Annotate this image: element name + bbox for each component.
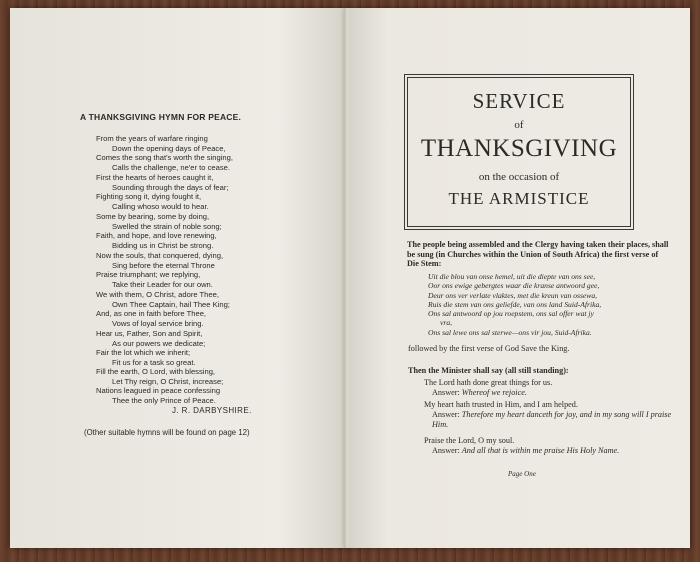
hymn-line: Sounding through the days of fear; xyxy=(112,182,229,192)
verse-line: vra, xyxy=(440,318,453,328)
hymn-line: Calls the challenge, ne'er to cease. xyxy=(112,163,230,173)
hymn-line: Own Thee Captain, hail Thee King; xyxy=(112,299,230,309)
die-stem-verse xyxy=(428,272,674,337)
hymn-line: Fill the earth, O Lord, with blessing, xyxy=(96,367,216,376)
response-2 xyxy=(432,410,672,430)
title-thanksgiving: THANKSGIVING xyxy=(420,135,618,162)
hymn-stanza-6 xyxy=(96,329,205,368)
title-of: of xyxy=(514,119,524,131)
hymn-line: Bidding us in Christ be strong. xyxy=(112,241,214,251)
title-frame xyxy=(404,74,634,230)
hymn-line: From the years of warfare ringing xyxy=(96,134,208,143)
response-3 xyxy=(432,446,672,456)
hymn-line: Fighting song it, dying fought it, xyxy=(96,192,202,202)
hymn-stanza-3 xyxy=(96,212,222,251)
hymn-stanza-1 xyxy=(96,134,233,173)
hymn-stanza-4 xyxy=(96,251,223,290)
answer-label: Answer: xyxy=(432,410,460,419)
hymn-stanza-7 xyxy=(96,367,223,406)
hymn-line: Sing before the eternal Throne xyxy=(112,260,215,270)
hymn-line: Fair the lot which we inherit; xyxy=(96,348,191,358)
hymn-line: Now the souls, that conquered, dying, xyxy=(96,251,224,260)
hymn-line: And, as one in faith before Thee, xyxy=(96,309,207,319)
hymn-line: First the hearts of heroes caught it, xyxy=(96,173,214,182)
versicle-1: The Lord hath done great things for us. xyxy=(424,378,553,387)
verse-line: Deur ons ver verlate vlaktes, met die kreun van ossewa, xyxy=(428,290,598,300)
hymn-line: Calling whoso would to hear. xyxy=(112,202,209,212)
hymn-line: Swelled the strain of noble song; xyxy=(112,221,222,231)
hymn-line: Comes the song that's worth the singing, xyxy=(96,153,233,163)
hymn-line: Hear us, Father, Son and Spirit, xyxy=(96,329,203,338)
hymns-note: (Other suitable hymns will be found on page 12) xyxy=(84,428,250,437)
answer-text: Therefore my heart danceth for joy, and in my song will I praise Him. xyxy=(432,410,672,429)
verse-line: Oor ons ewige gebergtes waar die kranse antwoord gee, xyxy=(428,281,600,291)
page-number: Page One xyxy=(508,470,536,478)
hymn-author: J. R. DARBYSHIRE. xyxy=(172,406,252,415)
hymn-line: Nations leagued in peace confessing xyxy=(96,386,221,396)
verse-line: Ons sal antwoord op jou roepstem, ons sal offer wat jy xyxy=(428,309,594,319)
hymn-line: Fit us for a task so great. xyxy=(112,358,196,368)
response-1 xyxy=(432,388,527,397)
title-service: SERVICE xyxy=(472,89,566,113)
answer-text: And all that is within me praise His Holy Name. xyxy=(461,446,620,455)
hymn-line: Some by bearing, some by doing, xyxy=(96,212,210,221)
hymn-line: Down the opening days of Peace, xyxy=(112,143,226,153)
hymn-line: Take their Leader for our own. xyxy=(112,280,213,290)
verse-line: Uit die blou van onse hemel, uit die diepte van ons see, xyxy=(428,272,596,281)
hymn-stanza-2 xyxy=(96,173,229,212)
minister-instruction: Then the Minister shall say (all still standing): xyxy=(408,366,569,375)
answer-text: Whereof we rejoice. xyxy=(461,388,527,397)
hymn-line: As our powers we dedicate; xyxy=(112,338,206,348)
verse-line: Ons sal lewe ons sal sterwe—ons vir jou, Suid-Afrika. xyxy=(428,327,592,337)
versicle-3: Praise the Lord, O my soul. xyxy=(424,436,515,445)
follow-instruction: followed by the first verse of God Save the King. xyxy=(408,344,570,353)
hymn-line: Thee the only Prince of Peace. xyxy=(112,396,216,406)
hymn-line: Faith, and hope, and love renewing, xyxy=(96,231,217,241)
hymn-stanza-5 xyxy=(96,290,230,329)
versicle-2: My heart hath trusted in Him, and I am helped. xyxy=(424,400,578,409)
hymn-line: We with them, O Christ, adore Thee, xyxy=(96,290,219,299)
title-occasion: on the occasion of xyxy=(478,171,560,183)
title-armistice: THE ARMISTICE xyxy=(448,189,590,208)
hymn-line: Let Thy reign, O Christ, increase; xyxy=(112,376,224,386)
booklet-spine xyxy=(344,8,348,548)
hymn-line: Vows of loyal service bring. xyxy=(112,319,204,329)
verse-line: Ruis die stem van ons geliefde, van ons land Suid-Afrika, xyxy=(428,299,602,309)
hymn-title: A THANKSGIVING HYMN FOR PEACE. xyxy=(80,112,242,122)
answer-label: Answer: xyxy=(432,388,460,397)
service-intro: The people being assembled and the Clergy having taken their places, shall be sung (in Churches within the Union of South Africa) the first verse of Die Stem: xyxy=(407,240,669,269)
answer-label: Answer: xyxy=(432,446,460,455)
hymn-line: Praise triumphant; we replying, xyxy=(96,270,201,280)
